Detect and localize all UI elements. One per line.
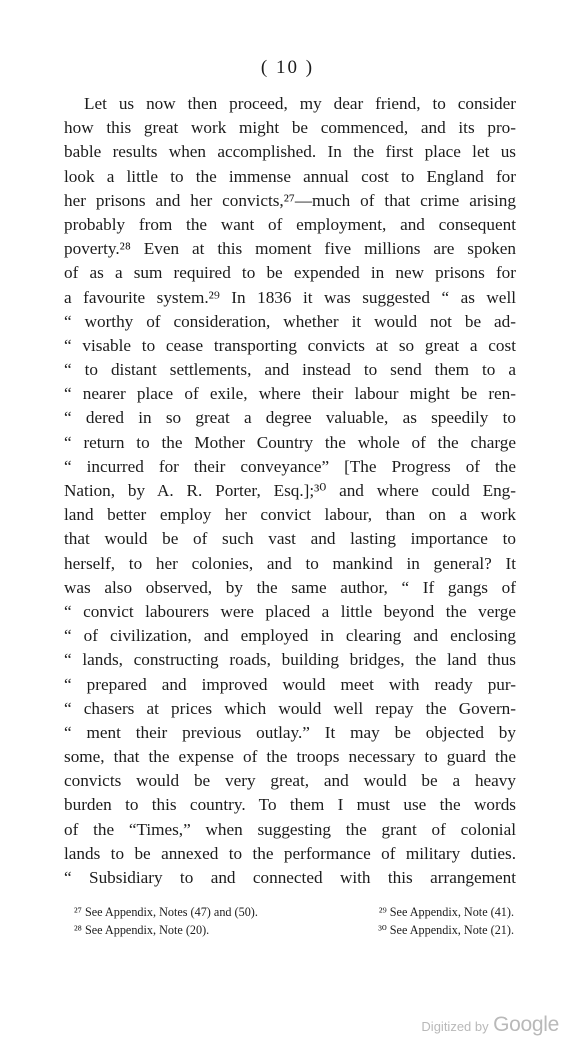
text-line: some, that the expense of the troops necessary to guard the bbox=[64, 747, 516, 767]
text-line: “ incurred for their conveyance” [The Progress of the bbox=[64, 456, 516, 476]
text-line: “ to distant settlements, and instead to send them to a bbox=[64, 360, 516, 380]
text-line: poverty.²⁸ Even at this moment five millions are spoken bbox=[64, 239, 516, 259]
text-line: “ convict labourers were placed a little beyond the verge bbox=[64, 601, 516, 621]
text-line: “ visable to cease transporting convicts at so great a cost bbox=[64, 335, 516, 355]
footnote-30: ³⁰ See Appendix, Note (21). bbox=[378, 923, 514, 937]
text-line: “ Subsidiary to and connected with this arrangement bbox=[64, 868, 516, 887]
text-line: look a little to the immense annual cost to England for bbox=[64, 166, 516, 186]
footnote-27: ²⁷ See Appendix, Notes (47) and (50). bbox=[74, 905, 258, 919]
text-line: herself, to her colonies, and to mankind in general? It bbox=[64, 553, 516, 573]
text-line: how this great work might be commenced, and its pro- bbox=[64, 118, 516, 138]
watermark-prefix: Digitized by bbox=[421, 1019, 489, 1034]
text-line: “ dered in so great a degree valuable, as speedily to bbox=[64, 408, 516, 428]
text-line: Let us now then proceed, my dear friend, to consider bbox=[84, 94, 516, 113]
footnote-29: ²⁹ See Appendix, Note (41). bbox=[378, 905, 514, 919]
text-line: convicts would be very great, and would be a heavy bbox=[64, 771, 516, 791]
text-line: “ return to the Mother Country the whole of the charge bbox=[64, 432, 516, 452]
text-line: “ ment their previous outlay.” It may be objected by bbox=[64, 722, 516, 742]
text-line: “ of civilization, and employed in clearing and enclosing bbox=[64, 626, 516, 646]
text-line: “ lands, constructing roads, building bridges, the land thus bbox=[64, 650, 516, 670]
text-line: “ chasers at prices which would well repay the Govern- bbox=[64, 698, 516, 718]
text-line: “ worthy of consideration, whether it would not be ad- bbox=[64, 311, 516, 331]
footnote-28: ²⁸ See Appendix, Note (20). bbox=[74, 923, 210, 937]
digitized-by-google-watermark bbox=[421, 1013, 559, 1037]
text-line: “ nearer place of exile, where their labour might be ren- bbox=[64, 384, 516, 404]
text-line: Nation, by A. R. Porter, Esq.];³⁰ and where could Eng- bbox=[64, 481, 516, 500]
page-number: ( 10 ) bbox=[260, 57, 315, 78]
text-line: “ prepared and improved would meet with ready pur- bbox=[64, 674, 516, 694]
text-line: of the “Times,” when suggesting the grant of colonial bbox=[64, 819, 516, 839]
text-line: lands to be annexed to the performance of military duties. bbox=[64, 843, 516, 863]
text-line: bable results when accomplished. In the first place let us bbox=[64, 142, 516, 162]
text-line: her prisons and her convicts,²⁷—much of that crime arising bbox=[64, 190, 516, 210]
text-line: was also observed, by the same author, “ If gangs of bbox=[64, 577, 516, 597]
footnotes bbox=[74, 903, 514, 939]
text-line: of as a sum required to be expended in new prisons for bbox=[64, 263, 516, 283]
footnote-row bbox=[74, 903, 514, 921]
text-line: that would be of such vast and lasting importance to bbox=[64, 529, 516, 549]
footnote-row bbox=[74, 921, 514, 939]
text-line: land better employ her convict labour, than on a work bbox=[64, 505, 516, 525]
watermark-brand: Google bbox=[493, 1013, 559, 1036]
text-line: burden to this country. To them I must use the words bbox=[64, 795, 516, 815]
body-text bbox=[64, 92, 516, 890]
text-line: a favourite system.²⁹ In 1836 it was suggested “ as well bbox=[64, 287, 516, 307]
text-line: probably from the want of employment, and consequent bbox=[64, 214, 516, 234]
